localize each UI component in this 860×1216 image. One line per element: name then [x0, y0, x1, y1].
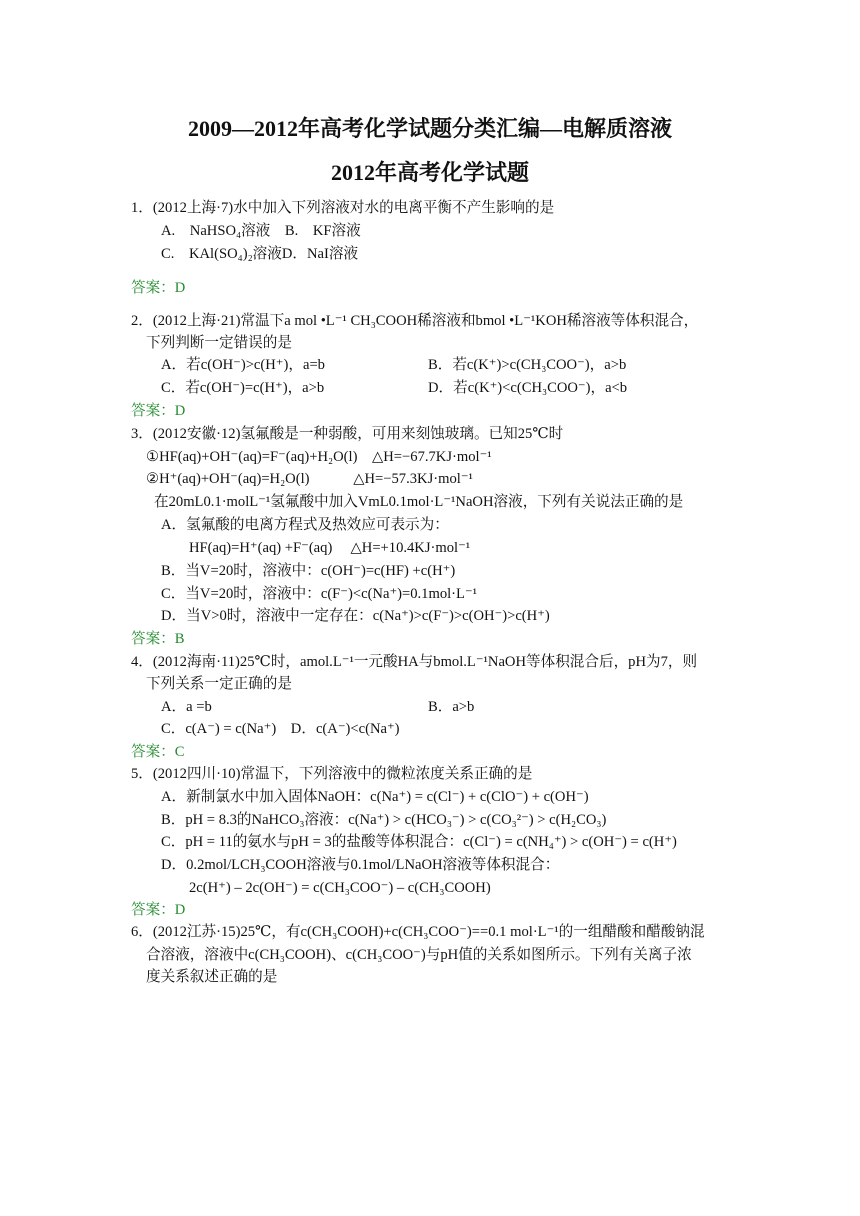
q4-stem-line2: 下列关系一定正确的是 — [146, 676, 292, 692]
q4-option-cd: C．c(A⁻) = c(Na⁺) D．c(A⁻)<c(Na⁺) — [161, 721, 400, 737]
q4-answer: 答案：C — [131, 744, 185, 760]
q3-condition: 在20mL0.1·molL⁻¹氢氟酸中加入VmL0.1mol·L⁻¹NaOH溶液，下列有关说法正确的是 — [154, 494, 684, 510]
q5-option-c: C．pH = 11的氨水与pH = 3的盐酸等体积混合：c(Cl⁻) = c(NH₄⁺) > c(OH⁻) = c(H⁺) — [161, 834, 677, 850]
q3-equation-1: ①HF(aq)+OH⁻(aq)=F⁻(aq)+H₂O(l) △H=−67.7KJ·mol⁻¹ — [146, 449, 492, 465]
q2-stem-line1: 2．(2012上海·21)常温下a mol •L⁻¹ CH₃COOH稀溶液和bmol •L⁻¹KOH稀溶液等体积混合， — [131, 313, 699, 329]
q1-option-ab: A. NaHSO₄溶液 B. KF溶液 — [161, 223, 361, 239]
q3-answer: 答案：B — [131, 631, 185, 647]
q5-stem: 5．(2012四川·10)常温下，下列溶液中的微粒浓度关系正确的是 — [131, 766, 533, 782]
q3-equation-2: ②H⁺(aq)+OH⁻(aq)=H₂O(l) △H=−57.3KJ·mol⁻¹ — [146, 471, 473, 487]
q6-stem-line2: 合溶液，溶液中c(CH₃COOH)、c(CH₃COO⁻)与pH值的关系如图所示。下列有关离子浓 — [146, 947, 692, 963]
q2-stem-line2: 下列判断一定错误的是 — [146, 335, 292, 351]
document-title: 2009—2012年高考化学试题分类汇编—电解质溶液 — [187, 116, 672, 141]
q5-option-b: B．pH = 8.3的NaHCO₃溶液：c(Na⁺) > c(HCO₃⁻) > c(CO₃²⁻) > c(H₂CO₃) — [161, 812, 607, 828]
q5-option-d: D．0.2mol/LCH₃COOH溶液与0.1mol/LNaOH溶液等体积混合： — [161, 857, 560, 873]
q6-stem-line3: 度关系叙述正确的是 — [146, 969, 278, 985]
q2-option-c: C．若c(OH⁻)=c(H⁺)，a>b — [161, 380, 325, 396]
q2-option-d: D．若c(K⁺)<c(CH₃COO⁻)，a<b — [428, 380, 628, 396]
q1-answer: 答案：D — [131, 280, 186, 296]
q2-option-a: A．若c(OH⁻)>c(H⁺)，a=b — [161, 357, 325, 373]
q5-option-d-equation: 2c(H⁺) – 2c(OH⁻) = c(CH₃COO⁻) – c(CH₃COOH) — [189, 880, 491, 896]
q4-option-a: A．a =b — [161, 699, 212, 715]
q3-option-b: B．当V=20时，溶液中：c(OH⁻)=c(HF) +c(H⁺) — [161, 563, 456, 579]
q3-option-c: C．当V=20时，溶液中：c(F⁻)<c(Na⁺)=0.1mol·L⁻¹ — [161, 586, 478, 602]
q5-answer: 答案：D — [131, 902, 186, 918]
q1-stem: 1．(2012上海·7)水中加入下列溶液对水的电离平衡不产生影响的是 — [131, 200, 555, 216]
q5-option-a: A．新制氯水中加入固体NaOH：c(Na⁺) = c(Cl⁻) + c(ClO⁻) + c(OH⁻) — [161, 789, 589, 805]
q2-option-b: B．若c(K⁺)>c(CH₃COO⁻)，a>b — [428, 357, 627, 373]
section-title: 2012年高考化学试题 — [330, 160, 529, 185]
q4-stem-line1: 4．(2012海南·11)25℃时，amol.L⁻¹一元酸HA与bmol.L⁻¹NaOH等体积混合后，pH为7，则 — [131, 654, 698, 670]
q2-answer: 答案：D — [131, 403, 186, 419]
q4-option-b: B．a>b — [428, 699, 475, 715]
q1-option-cd: C. KAl(SO₄)₂溶液D．NaI溶液 — [161, 246, 359, 262]
q6-stem-line1: 6．(2012江苏·15)25℃，有c(CH₃COOH)+c(CH₃COO⁻)==0.1 mol·L⁻¹的一组醋酸和醋酸钠混 — [131, 924, 705, 940]
q3-option-a: A．氢氟酸的电离方程式及热效应可表示为： — [161, 517, 449, 533]
q3-stem: 3．(2012安徽·12)氢氟酸是一种弱酸，可用来刻蚀玻璃。已知25℃时 — [131, 426, 564, 442]
q3-option-d: D．当V>0时，溶液中一定存在：c(Na⁺)>c(F⁻)>c(OH⁻)>c(H⁺) — [161, 608, 550, 624]
q3-option-a-equation: HF(aq)=H⁺(aq) +F⁻(aq) △H=+10.4KJ·mol⁻¹ — [189, 540, 471, 556]
